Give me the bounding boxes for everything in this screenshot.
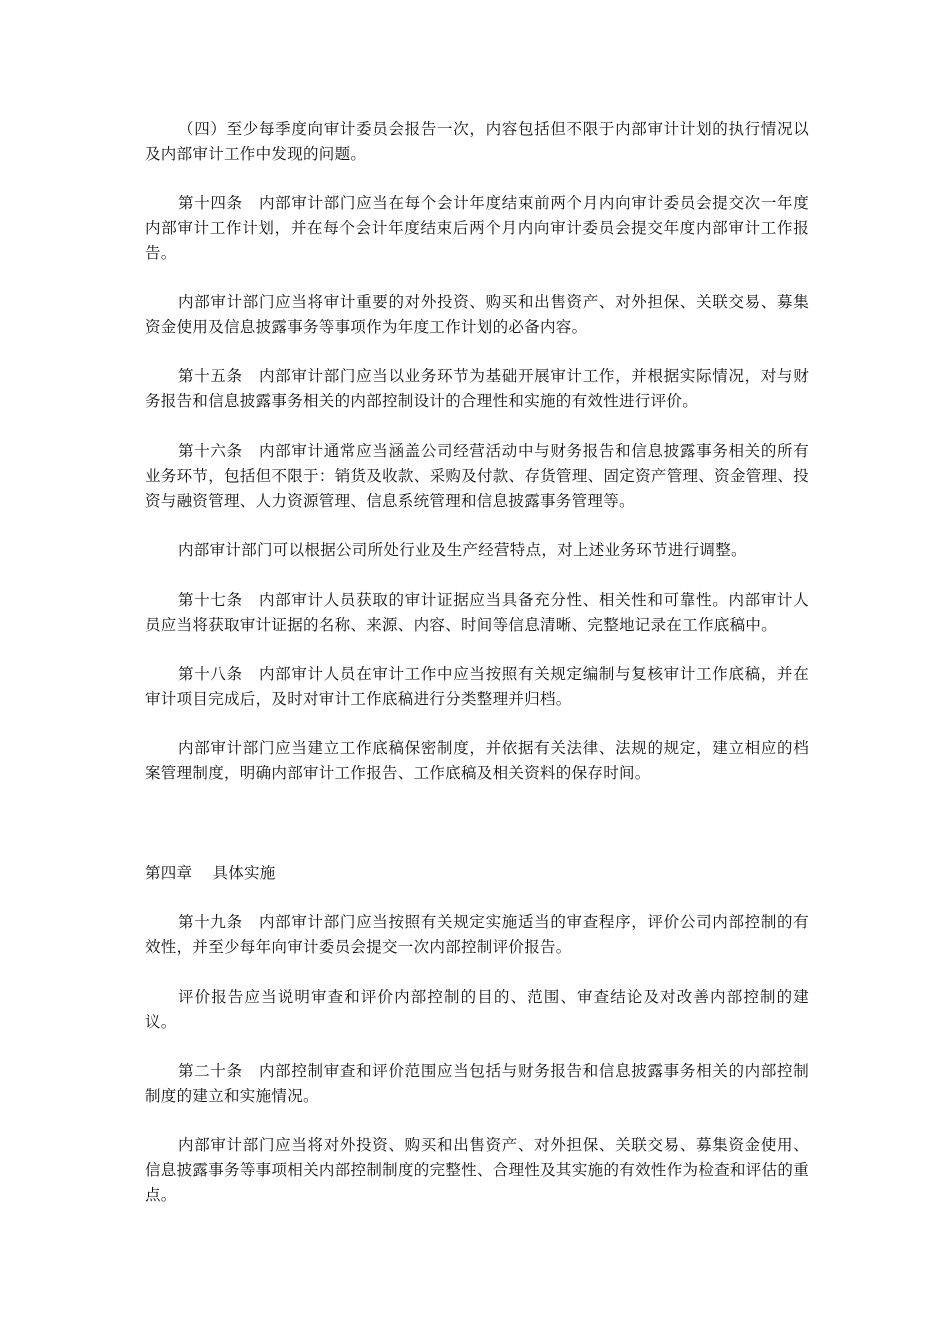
paragraph-focus-areas: 内部审计部门应当将对外投资、购买和出售资产、对外担保、关联交易、募集资金使用、信息披露事务等事项相关内部控制制度的完整性、合理性及其实施的有效性作为检查和评估的重点。: [145, 1136, 809, 1204]
chapter-title: 具体实施: [212, 864, 276, 882]
paragraph-article-18: 第十八条 内部审计人员在审计工作中应当按照有关规定编制与复核审计工作底稿，并在审计项目完成后，及时对审计工作底稿进行分类整理并归档。: [145, 665, 809, 708]
paragraph-evaluation-report: 评价报告应当说明审查和评价内部控制的目的、范围、审查结论及对改善内部控制的建议。: [145, 988, 809, 1031]
paragraph-article-15: 第十五条 内部审计部门应当以业务环节为基础开展审计工作，并根据实际情况，对与财务报告和信息披露事务相关的内部控制设计的合理性和实施的有效性进行评价。: [145, 367, 809, 410]
paragraph-article-19: 第十九条 内部审计部门应当按照有关规定实施适当的审查程序，评价公司内部控制的有效性，并至少每年向审计委员会提交一次内部控制评价报告。: [145, 913, 809, 956]
paragraph-article-20: 第二十条 内部控制审查和评价范围应当包括与财务报告和信息披露事务相关的内部控制制度的建立和实施情况。: [145, 1062, 809, 1105]
paragraph-article-17: 第十七条 内部审计人员获取的审计证据应当具备充分性、相关性和可靠性。内部审计人员应当将获取审计证据的名称、来源、内容、时间等信息清晰、完整地记录在工作底稿中。: [145, 591, 809, 634]
paragraph-4-quarterly-report: （四）至少每季度向审计委员会报告一次，内容包括但不限于内部审计计划的执行情况以及内部审计工作中发现的问题。: [145, 120, 809, 163]
paragraph-confidentiality: 内部审计部门应当建立工作底稿保密制度，并依据有关法律、法规的规定，建立相应的档案管理制度，明确内部审计工作报告、工作底稿及相关资料的保存时间。: [145, 739, 809, 782]
chapter-heading: [145, 861, 276, 886]
chapter-number: 第四章: [145, 864, 193, 882]
paragraph-annual-plan-content: 内部审计部门应当将审计重要的对外投资、购买和出售资产、对外担保、关联交易、募集资金使用及信息披露事务等事项作为年度工作计划的必备内容。: [145, 293, 809, 336]
paragraph-article-14: 第十四条 内部审计部门应当在每个会计年度结束前两个月内向审计委员会提交次一年度内部审计工作计划，并在每个会计年度结束后两个月内向审计委员会提交年度内部审计工作报告。: [145, 194, 809, 262]
paragraph-adjust-business: 内部审计部门可以根据公司所处行业及生产经营特点，对上述业务环节进行调整。: [178, 541, 747, 559]
paragraph-article-16: 第十六条 内部审计通常应当涵盖公司经营活动中与财务报告和信息披露事务相关的所有业务环节，包括但不限于：销货及收款、采购及付款、存货管理、固定资产管理、资金管理、投资与融资管理、人力资源管理、信息系统管理和信息披露事务管理等。: [145, 442, 809, 510]
